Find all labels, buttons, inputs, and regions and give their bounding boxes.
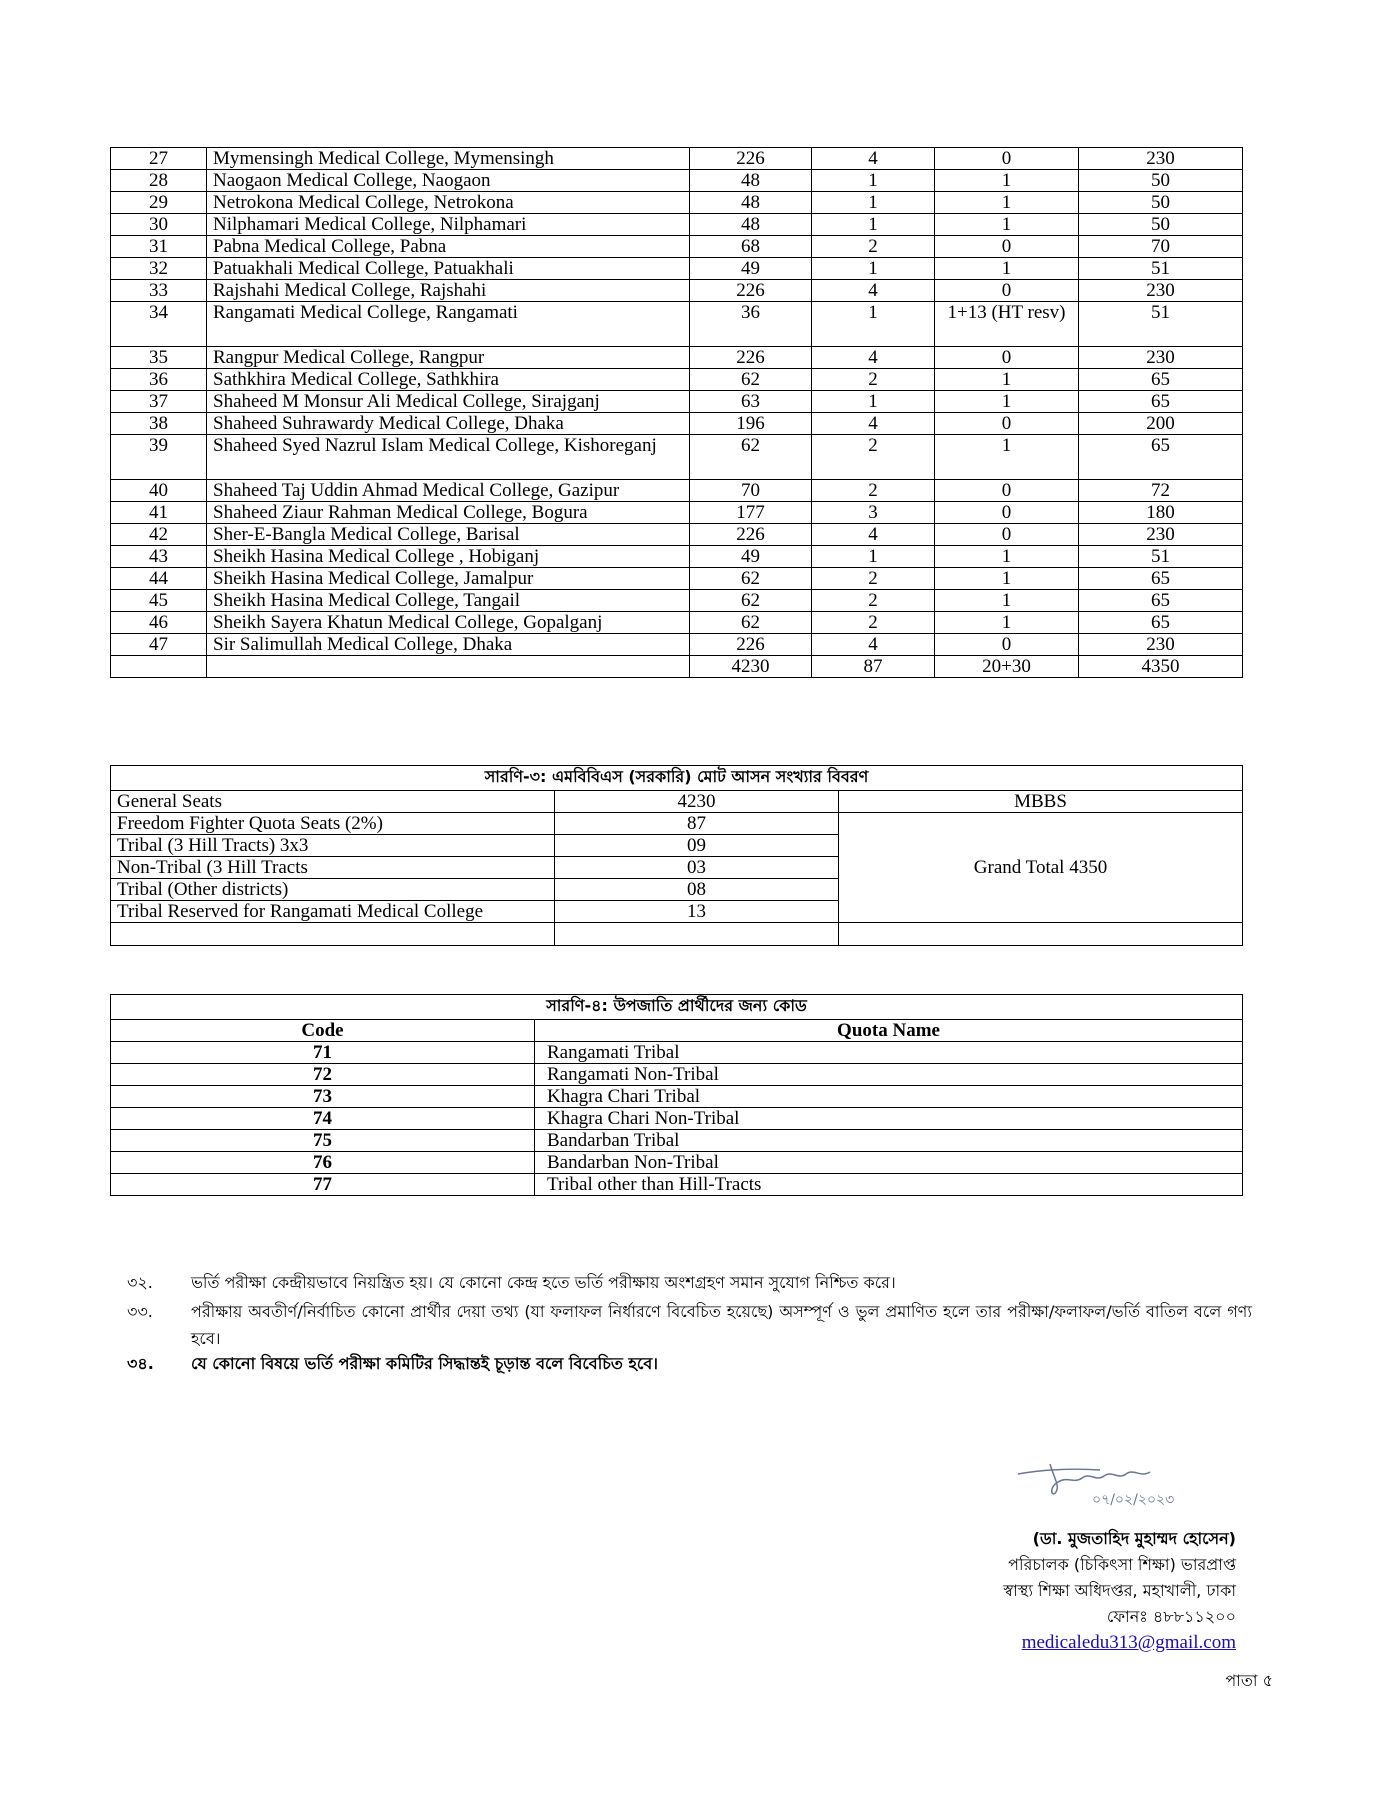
total-seats-cell: 50 xyxy=(1079,214,1243,236)
college-name-cell: Rangpur Medical College, Rangpur xyxy=(207,347,690,369)
total-seats-cell: 50 xyxy=(1079,192,1243,214)
note-item xyxy=(127,1350,1252,1377)
tribal-seats-cell: 1+13 (HT resv) xyxy=(935,302,1079,347)
row-number-cell: 36 xyxy=(111,369,207,391)
college-name-cell: Sir Salimullah Medical College, Dhaka xyxy=(207,634,690,656)
college-name-cell: Sher-E-Bangla Medical College, Barisal xyxy=(207,524,690,546)
freedom-fighter-seats-cell: 2 xyxy=(812,369,935,391)
general-seats-cell: 49 xyxy=(690,258,812,280)
row-number-cell: 32 xyxy=(111,258,207,280)
quota-code-cell: 71 xyxy=(111,1042,535,1064)
table-row xyxy=(111,435,1243,480)
row-number-cell: 33 xyxy=(111,280,207,302)
freedom-fighter-seats-cell: 2 xyxy=(812,480,935,502)
general-seats-cell: 49 xyxy=(690,546,812,568)
total-seats-cell: 65 xyxy=(1079,435,1243,480)
quota-name-header: Quota Name xyxy=(535,1020,1243,1042)
seat-summary-table xyxy=(110,765,1243,946)
note-text: ভর্তি পরীক্ষা কেন্দ্রীয়ভাবে নিয়ন্ত্রিত হয়। যে কোনো কেন্দ্র হতে ভর্তি পরীক্ষায় অংশগ্রহণ সমান সুযোগ নিশ্চিত করে। xyxy=(191,1273,896,1292)
college-name-cell: Sheikh Hasina Medical College , Hobiganj xyxy=(207,546,690,568)
freedom-fighter-seats-cell: 1 xyxy=(812,214,935,236)
total-seats-cell: 65 xyxy=(1079,612,1243,634)
table-row xyxy=(111,148,1243,170)
quota-name-cell: Khagra Chari Non-Tribal xyxy=(535,1108,1243,1130)
table-row xyxy=(111,568,1243,590)
quota-code-cell: 73 xyxy=(111,1086,535,1108)
freedom-fighter-seats-cell: 1 xyxy=(812,302,935,347)
quota-name-cell: Tribal other than Hill-Tracts xyxy=(535,1174,1243,1196)
row-number-cell: 43 xyxy=(111,546,207,568)
row-number-cell: 41 xyxy=(111,502,207,524)
freedom-fighter-seats-cell: 2 xyxy=(812,568,935,590)
table-row xyxy=(111,791,1243,813)
freedom-fighter-seats-cell: 4 xyxy=(812,347,935,369)
tribal-seats-cell: 1 xyxy=(935,170,1079,192)
row-number-cell: 31 xyxy=(111,236,207,258)
table-row xyxy=(111,214,1243,236)
table-row xyxy=(111,1086,1243,1108)
general-seats-cell: 62 xyxy=(690,612,812,634)
row-number-cell: 44 xyxy=(111,568,207,590)
note-number: ৩৩. xyxy=(127,1302,153,1321)
total-seats-cell: 180 xyxy=(1079,502,1243,524)
signatory-phone: ফোনঃ ৪৮৮১১২০০ xyxy=(1106,1607,1236,1626)
general-seats-cell: 62 xyxy=(690,369,812,391)
general-seats-cell: 177 xyxy=(690,502,812,524)
table-row xyxy=(111,1152,1243,1174)
page-number: পাতা ৫ xyxy=(1225,1671,1273,1690)
tribal-seats-cell: 1 xyxy=(935,258,1079,280)
total-seats-cell: 230 xyxy=(1079,634,1243,656)
table-row xyxy=(111,1042,1243,1064)
freedom-fighter-seats-cell: 1 xyxy=(812,391,935,413)
tribal-seats-cell: 0 xyxy=(935,148,1079,170)
college-name-cell: Netrokona Medical College, Netrokona xyxy=(207,192,690,214)
table-row xyxy=(111,612,1243,634)
college-name-cell: Shaheed M Monsur Ali Medical College, Sirajganj xyxy=(207,391,690,413)
tribal-seats-cell: 1 xyxy=(935,568,1079,590)
freedom-fighter-seats-cell: 2 xyxy=(812,590,935,612)
table-row xyxy=(111,280,1243,302)
row-number-cell: 30 xyxy=(111,214,207,236)
summary-value-cell: 09 xyxy=(555,835,839,857)
handwritten-signature xyxy=(1010,1452,1200,1512)
freedom-fighter-seats-cell: 1 xyxy=(812,546,935,568)
quota-code-cell: 76 xyxy=(111,1152,535,1174)
table-row xyxy=(111,1174,1243,1196)
signatory-designation: পরিচালক (চিকিৎসা শিক্ষা) ভারপ্রাপ্ত xyxy=(1008,1555,1236,1574)
general-seats-cell: 70 xyxy=(690,480,812,502)
row-number-cell: 45 xyxy=(111,590,207,612)
tribal-seats-cell: 1 xyxy=(935,546,1079,568)
general-seats-cell: 62 xyxy=(690,435,812,480)
total-seats-cell: 50 xyxy=(1079,170,1243,192)
seat-distribution-table xyxy=(110,147,1243,678)
quota-name-cell: Rangamati Non-Tribal xyxy=(535,1064,1243,1086)
general-seats-cell: 68 xyxy=(690,236,812,258)
summary-value-cell: 08 xyxy=(555,879,839,901)
tribal-seats-cell: 1 xyxy=(935,369,1079,391)
tribal-seats-cell: 0 xyxy=(935,480,1079,502)
table-row xyxy=(111,813,1243,835)
row-number-cell: 40 xyxy=(111,480,207,502)
total-seats-cell: 72 xyxy=(1079,480,1243,502)
note-item xyxy=(127,1269,1252,1296)
summary-label-cell: Tribal Reserved for Rangamati Medical College xyxy=(111,901,555,923)
freedom-fighter-seats-cell: 4 xyxy=(812,280,935,302)
row-number-cell: 27 xyxy=(111,148,207,170)
college-name-cell: Mymensingh Medical College, Mymensingh xyxy=(207,148,690,170)
code-header: Code xyxy=(111,1020,535,1042)
general-seats-cell: 226 xyxy=(690,148,812,170)
table-row xyxy=(111,170,1243,192)
summary-label-cell: Freedom Fighter Quota Seats (2%) xyxy=(111,813,555,835)
total-seats-cell: 65 xyxy=(1079,590,1243,612)
tribal-seats-cell: 1 xyxy=(935,590,1079,612)
college-name-cell: Naogaon Medical College, Naogaon xyxy=(207,170,690,192)
freedom-fighter-seats-cell: 2 xyxy=(812,236,935,258)
general-seats-cell: 48 xyxy=(690,214,812,236)
tribal-seats-cell: 1 xyxy=(935,612,1079,634)
empty-cell xyxy=(555,923,839,946)
summary-label-cell: Non-Tribal (3 Hill Tracts xyxy=(111,857,555,879)
table-row xyxy=(111,413,1243,435)
total-seats-cell: 70 xyxy=(1079,236,1243,258)
signatory-name: (ডা. মুজতাহিদ মুহাম্মদ হোসেন) xyxy=(1032,1529,1236,1548)
tribal-seats-cell: 1 xyxy=(935,435,1079,480)
quota-code-cell: 77 xyxy=(111,1174,535,1196)
freedom-fighter-seats-cell: 4 xyxy=(812,524,935,546)
empty-row xyxy=(111,923,1243,946)
row-number-cell: 35 xyxy=(111,347,207,369)
freedom-fighter-seats-cell: 1 xyxy=(812,192,935,214)
general-seats-cell: 48 xyxy=(690,170,812,192)
general-seats-cell: 226 xyxy=(690,280,812,302)
row-number-cell: 28 xyxy=(111,170,207,192)
tribal-seats-cell: 0 xyxy=(935,502,1079,524)
college-name-cell: Nilphamari Medical College, Nilphamari xyxy=(207,214,690,236)
quota-code-cell: 75 xyxy=(111,1130,535,1152)
summary-label-cell: General Seats xyxy=(111,791,555,813)
empty-cell xyxy=(839,923,1243,946)
signature-block xyxy=(1003,1526,1236,1656)
college-name-cell: Rajshahi Medical College, Rajshahi xyxy=(207,280,690,302)
total-seats-cell: 51 xyxy=(1079,302,1243,347)
college-name-cell: Patuakhali Medical College, Patuakhali xyxy=(207,258,690,280)
freedom-fighter-seats-cell: 2 xyxy=(812,435,935,480)
email-link[interactable]: medicaledu313@gmail.com xyxy=(1021,1632,1236,1653)
course-name-cell: MBBS xyxy=(839,791,1243,813)
summary-value-cell: 87 xyxy=(555,813,839,835)
college-name-cell: Sheikh Hasina Medical College, Jamalpur xyxy=(207,568,690,590)
college-name-cell: Sathkhira Medical College, Sathkhira xyxy=(207,369,690,391)
summary-value-cell: 13 xyxy=(555,901,839,923)
row-number-cell: 42 xyxy=(111,524,207,546)
grand-total-cell: Grand Total 4350 xyxy=(839,813,1243,923)
quota-name-cell: Bandarban Non-Tribal xyxy=(535,1152,1243,1174)
summary-label-cell: Tribal (Other districts) xyxy=(111,879,555,901)
summary-table-caption: সারণি-৩: এমবিবিএস (সরকারি) মোট আসন সংখ্যার বিবরণ xyxy=(111,766,1243,791)
tribal-seats-cell: 1 xyxy=(935,391,1079,413)
row-number-cell: 39 xyxy=(111,435,207,480)
tribal-seats-cell: 0 xyxy=(935,524,1079,546)
general-seats-cell: 36 xyxy=(690,302,812,347)
empty-cell xyxy=(111,923,555,946)
summary-label-cell: Tribal (3 Hill Tracts) 3x3 xyxy=(111,835,555,857)
college-name-cell: Shaheed Syed Nazrul Islam Medical College, Kishoreganj xyxy=(207,435,690,480)
freedom-fighter-seats-cell: 87 xyxy=(812,656,935,678)
general-seats-cell: 63 xyxy=(690,391,812,413)
freedom-fighter-seats-cell: 1 xyxy=(812,170,935,192)
quota-code-cell: 72 xyxy=(111,1064,535,1086)
table-row xyxy=(111,634,1243,656)
summary-value-cell: 4230 xyxy=(555,791,839,813)
table-row xyxy=(111,480,1243,502)
general-seats-cell: 62 xyxy=(690,590,812,612)
total-seats-cell: 4350 xyxy=(1079,656,1243,678)
total-seats-cell: 65 xyxy=(1079,369,1243,391)
quota-name-cell: Bandarban Tribal xyxy=(535,1130,1243,1152)
note-item xyxy=(127,1298,1252,1352)
tribal-code-table xyxy=(110,994,1243,1196)
total-seats-cell: 200 xyxy=(1079,413,1243,435)
total-seats-cell: 230 xyxy=(1079,347,1243,369)
table-row xyxy=(111,1108,1243,1130)
quota-code-cell: 74 xyxy=(111,1108,535,1130)
college-name-cell xyxy=(207,656,690,678)
college-name-cell: Shaheed Ziaur Rahman Medical College, Bogura xyxy=(207,502,690,524)
table-row xyxy=(111,302,1243,347)
total-seats-cell: 65 xyxy=(1079,391,1243,413)
tribal-seats-cell: 0 xyxy=(935,634,1079,656)
totals-row xyxy=(111,656,1243,678)
row-number-cell: 47 xyxy=(111,634,207,656)
tribal-seats-cell: 1 xyxy=(935,214,1079,236)
general-seats-cell: 226 xyxy=(690,347,812,369)
freedom-fighter-seats-cell: 1 xyxy=(812,258,935,280)
tribal-seats-cell: 0 xyxy=(935,347,1079,369)
table-row xyxy=(111,258,1243,280)
table-row xyxy=(111,1064,1243,1086)
row-number-cell: 29 xyxy=(111,192,207,214)
row-number-cell xyxy=(111,656,207,678)
note-number: ৩২. xyxy=(127,1273,153,1292)
freedom-fighter-seats-cell: 4 xyxy=(812,148,935,170)
table-row xyxy=(111,391,1243,413)
table-row xyxy=(111,369,1243,391)
total-seats-cell: 230 xyxy=(1079,280,1243,302)
code-table-caption: সারণি-৪: উপজাতি প্রার্থীদের জন্য কোড xyxy=(111,995,1243,1020)
freedom-fighter-seats-cell: 2 xyxy=(812,612,935,634)
total-seats-cell: 51 xyxy=(1079,258,1243,280)
freedom-fighter-seats-cell: 3 xyxy=(812,502,935,524)
total-seats-cell: 230 xyxy=(1079,524,1243,546)
college-name-cell: Sheikh Sayera Khatun Medical College, Gopalganj xyxy=(207,612,690,634)
general-seats-cell: 226 xyxy=(690,634,812,656)
college-name-cell: Pabna Medical College, Pabna xyxy=(207,236,690,258)
quota-name-cell: Rangamati Tribal xyxy=(535,1042,1243,1064)
row-number-cell: 46 xyxy=(111,612,207,634)
note-text: যে কোনো বিষয়ে ভর্তি পরীক্ষা কমিটির সিদ্ধান্তই চূড়ান্ত বলে বিবেচিত হবে। xyxy=(191,1354,658,1373)
tribal-seats-cell: 0 xyxy=(935,280,1079,302)
general-seats-cell: 196 xyxy=(690,413,812,435)
tribal-seats-cell: 0 xyxy=(935,413,1079,435)
general-seats-cell: 48 xyxy=(690,192,812,214)
table-row xyxy=(111,524,1243,546)
quota-name-cell: Khagra Chari Tribal xyxy=(535,1086,1243,1108)
general-seats-cell: 226 xyxy=(690,524,812,546)
row-number-cell: 34 xyxy=(111,302,207,347)
general-seats-cell: 62 xyxy=(690,568,812,590)
tribal-seats-cell: 1 xyxy=(935,192,1079,214)
table-row xyxy=(111,1130,1243,1152)
college-name-cell: Sheikh Hasina Medical College, Tangail xyxy=(207,590,690,612)
freedom-fighter-seats-cell: 4 xyxy=(812,634,935,656)
tribal-seats-cell: 0 xyxy=(935,236,1079,258)
table-row xyxy=(111,236,1243,258)
table-row xyxy=(111,347,1243,369)
college-name-cell: Shaheed Suhrawardy Medical College, Dhaka xyxy=(207,413,690,435)
general-seats-cell: 4230 xyxy=(690,656,812,678)
table-row xyxy=(111,502,1243,524)
table-row xyxy=(111,192,1243,214)
row-number-cell: 38 xyxy=(111,413,207,435)
college-name-cell: Shaheed Taj Uddin Ahmad Medical College, Gazipur xyxy=(207,480,690,502)
summary-value-cell: 03 xyxy=(555,857,839,879)
tribal-seats-cell: 20+30 xyxy=(935,656,1079,678)
signatory-office: স্বাস্থ্য শিক্ষা অধিদপ্তর, মহাখালী, ঢাকা xyxy=(1003,1581,1236,1600)
row-number-cell: 37 xyxy=(111,391,207,413)
freedom-fighter-seats-cell: 4 xyxy=(812,413,935,435)
note-text: পরীক্ষায় অবতীর্ণ/নির্বাচিত কোনো প্রার্থীর দেয়া তথ্য (যা ফলাফল নির্ধারণে বিবেচিত হয়েছে) অসম্পূর্ণ ও ভুল প্রমাণিত হলে তার পরীক্ষা/ফলাফল/ভর্তি বাতিল বলে গণ্য হবে। xyxy=(191,1302,1252,1348)
table-row xyxy=(111,546,1243,568)
note-number: ৩৪. xyxy=(127,1354,154,1373)
college-name-cell: Rangamati Medical College, Rangamati xyxy=(207,302,690,347)
table-row xyxy=(111,590,1243,612)
total-seats-cell: 230 xyxy=(1079,148,1243,170)
total-seats-cell: 51 xyxy=(1079,546,1243,568)
total-seats-cell: 65 xyxy=(1079,568,1243,590)
signature-date: ০৭/০২/২০২৩ xyxy=(1092,1492,1175,1508)
